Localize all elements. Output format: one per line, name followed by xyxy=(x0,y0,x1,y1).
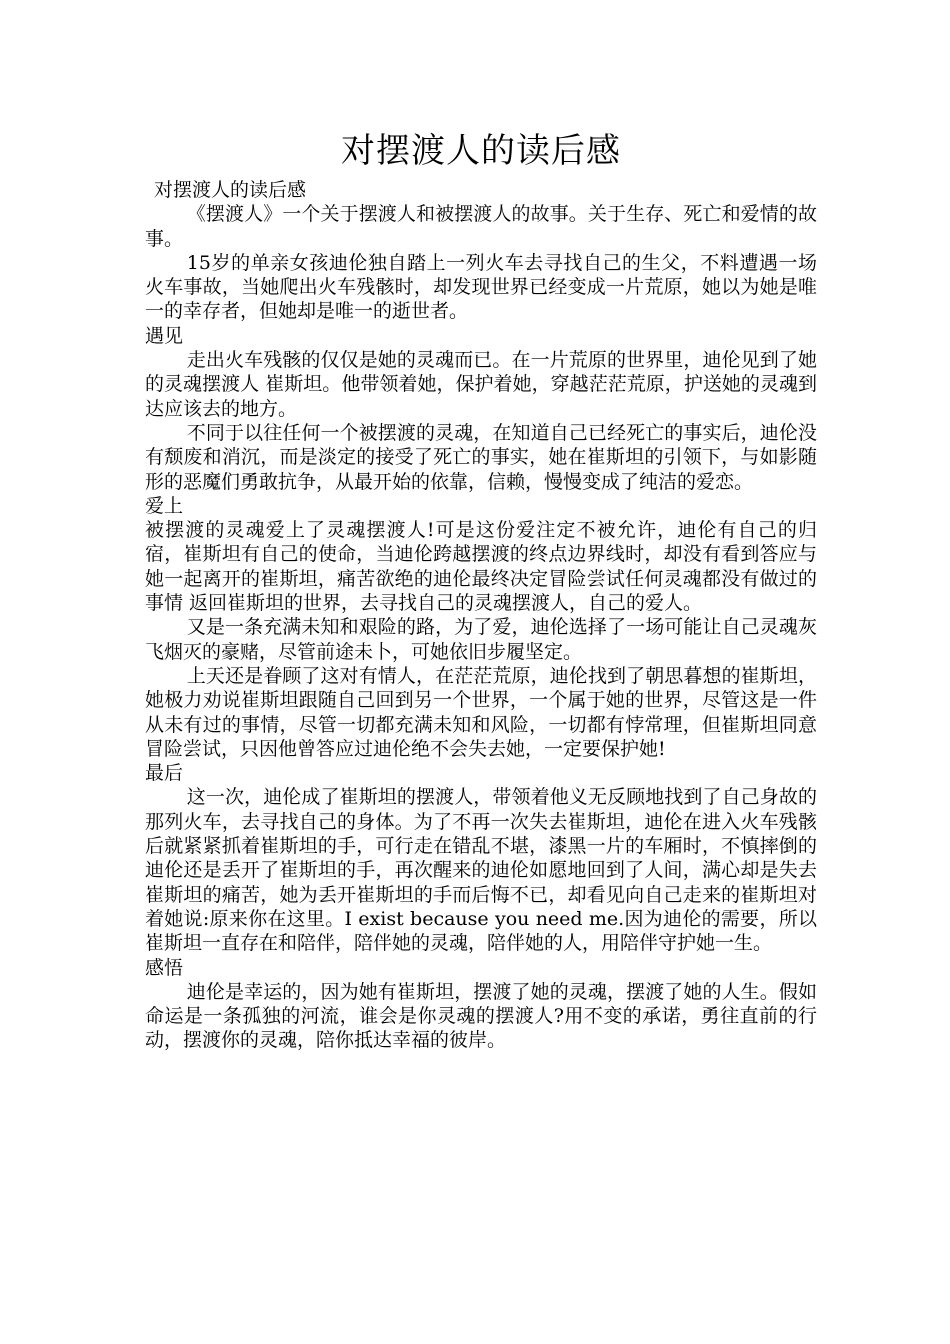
paragraph-love-1: 被摆渡的灵魂爱上了灵魂摆渡人!可是这份爱注定不被允许，迪伦有自己的归宿，崔斯坦有自己的使命，当迪伦跨越摆渡的终点边界线时，却没有看到答应与她一起离开的崔斯坦，痛苦欲绝的迪伦最终决定冒险尝试任何灵魂都没有做过的事情 返回崔斯坦的世界，去寻找自己的灵魂摆渡人，自己的爱人。 xyxy=(145,519,817,615)
paragraph-reflection: 迪伦是幸运的，因为她有崔斯坦，摆渡了她的灵魂，摆渡了她的人生。假如命运是一条孤独的河流，谁会是你灵魂的摆渡人?用不变的承诺，勇往直前的行动，摆渡你的灵魂，陪你抵达幸福的彼岸。 xyxy=(145,980,817,1052)
paragraph-love-2: 又是一条充满未知和艰险的路，为了爱，迪伦选择了一场可能让自己灵魂灰飞烟灭的豪赌，尽管前途未卜，可她依旧步履坚定。 xyxy=(145,616,817,663)
document-title: 对摆渡人的读后感 xyxy=(341,131,621,171)
document-subtitle: 对摆渡人的读后感 xyxy=(154,179,307,201)
document-page xyxy=(145,128,817,1053)
section-heading-final: 最后 xyxy=(145,762,184,785)
section-heading-reflection: 感悟 xyxy=(145,956,184,979)
paragraph-love-3: 上天还是眷顾了这对有情人，在茫茫荒原，迪伦找到了朝思暮想的崔斯坦，她极力劝说崔斯坦跟随自己回到另一个世界，一个属于她的世界，尽管这是一件从未有过的事情，尽管一切都充满未知和风险，一切都有悖常理，但崔斯坦同意冒险尝试，只因他曾答应过迪伦绝不会失去她，一定要保护她! xyxy=(145,664,817,760)
section-heading-love: 爱上 xyxy=(145,494,184,517)
paragraph-story-summary: 15岁的单亲女孩迪伦独自踏上一列火车去寻找自己的生父，不料遭遇一场火车事故，当她爬出火车残骸时，却发现世界已经变成一片荒原，她以为她是唯一的幸存者，但她却是唯一的逝世者。 xyxy=(145,251,817,323)
paragraph-meet-1: 走出火车残骸的仅仅是她的灵魂而已。在一片荒原的世界里，迪伦见到了她的灵魂摆渡人 崔斯坦。他带领着她，保护着她，穿越茫茫荒原，护送她的灵魂到达应该去的地方。 xyxy=(145,349,817,420)
paragraph-final: 这一次，迪伦成了崔斯坦的摆渡人，带领着他义无反顾地找到了自己身故的那列火车，去寻找自己的身体。为了不再一次失去崔斯坦，迪伦在进入火车残骸后就紧紧抓着崔斯坦的手，可行走在错乱不堪，漆黑一片的车厢时，不慎摔倒的迪伦还是丢开了崔斯坦的手，再次醒来的迪伦如愿地回到了人间，满心却是失去崔斯坦的痛苦，她为丢开崔斯坦的手而后悔不已，却看见向自己走来的崔斯坦对着她说:原来你在这里。I exist because you need me.因为迪伦的需要，所以崔斯坦一直存在和陪伴，陪伴她的灵魂，陪伴她的人，用陪伴守护她一生。 xyxy=(145,786,817,955)
paragraph-intro: 《摆渡人》一个关于摆渡人和被摆渡人的故事。关于生存、死亡和爱情的故事。 xyxy=(145,203,817,250)
paragraph-meet-2: 不同于以往任何一个被摆渡的灵魂，在知道自己已经死亡的事实后，迪伦没有颓废和消沉，而是淡定的接受了死亡的事实，她在崔斯坦的引领下，与如影随形的恶魔们勇敢抗争，从最开始的依靠，信赖，慢慢变成了纯洁的爱恋。 xyxy=(145,421,817,493)
section-heading-meet: 遇见 xyxy=(145,324,184,347)
